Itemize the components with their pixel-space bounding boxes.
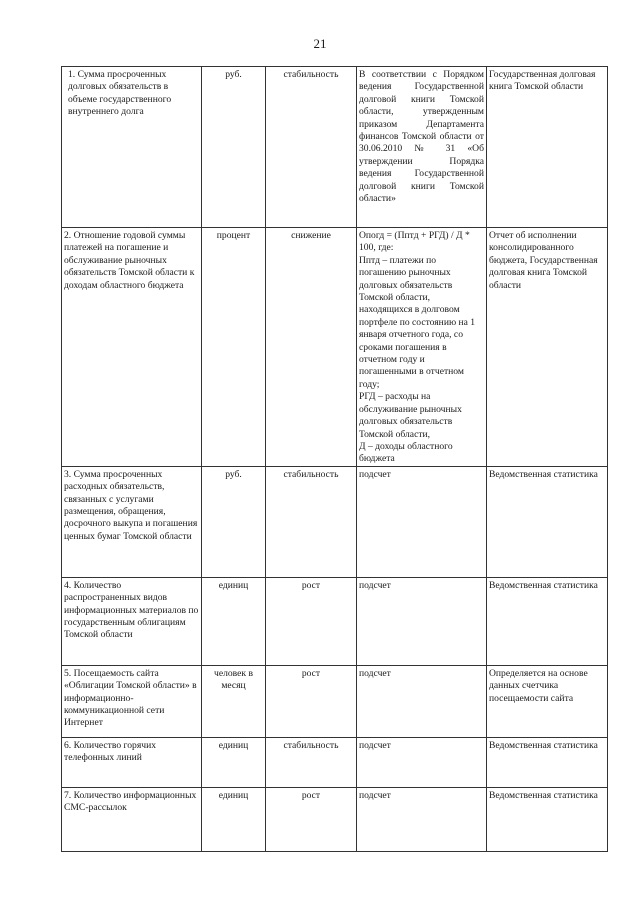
method-cell: подсчет xyxy=(357,577,487,665)
unit-cell: единиц xyxy=(202,577,266,665)
trend-cell: снижение xyxy=(266,228,357,467)
unit-cell: руб. xyxy=(202,67,266,228)
indicator-cell: 3. Сумма просроченных расходных обязательств, связанных с услугами размещения, обращения, досрочного выкупа и погашения ценных бумаг Томской области xyxy=(62,466,202,577)
source-cell: Ведомственная статистика xyxy=(487,466,608,577)
trend-cell: стабильность xyxy=(266,67,357,228)
unit-cell: единиц xyxy=(202,737,266,787)
trend-cell: рост xyxy=(266,577,357,665)
table-row xyxy=(62,665,608,737)
source-cell: Ведомственная статистика xyxy=(487,577,608,665)
source-cell: Определяется на основе данных счетчика посещаемости сайта xyxy=(487,665,608,737)
page-number: 21 xyxy=(313,36,327,51)
source-cell: Отчет об исполнении консолидированного бюджета, Государственная долговая книга Томской области xyxy=(487,228,608,467)
source-cell: Государственная долговая книга Томской области xyxy=(487,67,608,228)
method-cell: подсчет xyxy=(357,787,487,851)
table-row xyxy=(62,228,608,467)
source-cell: Ведомственная статистика xyxy=(487,737,608,787)
indicator-cell: 1. Сумма просроченных долговых обязательств в объеме государственного внутреннего долга xyxy=(62,67,202,228)
indicator-cell: 4. Количество распространенных видов информационных материалов по государственным облигациям Томской области xyxy=(62,577,202,665)
unit-cell: руб. xyxy=(202,466,266,577)
method-cell: Опогд = (Пптд + РГД) / Д * 100, где: Пптд – платежи по погашению рыночных долговых обязательств Томской области, находящихся в долговом портфеле по состоянию на 1 января отчетного года, со сроками погашения в отчетном году и погашенными в отчетном году; РГД – расходы на обслуживание рыночных долговых обязательств Томской области, Д – доходы областного бюджета xyxy=(357,228,487,467)
indicator-cell: 5. Посещаемость сайта «Облигации Томской области» в информационно-коммуникационной сети Интернет xyxy=(62,665,202,737)
method-cell: подсчет xyxy=(357,665,487,737)
trend-cell: рост xyxy=(266,665,357,737)
table-row xyxy=(62,466,608,577)
indicator-cell: 7. Количество информационных СМС-рассылок xyxy=(62,787,202,851)
table-row xyxy=(62,67,608,228)
method-cell: В соответствии с Порядком ведения Государственной долговой книги Томской области, утвержденным приказом Департамента финансов Томской области от 30.06.2010 № 31 «Об утверждении Порядка ведения Государственной долговой книги Томской области» xyxy=(357,67,487,228)
indicator-cell: 6. Количество горячих телефонных линий xyxy=(62,737,202,787)
indicators-table xyxy=(61,66,608,852)
trend-cell: стабильность xyxy=(266,466,357,577)
trend-cell: стабильность xyxy=(266,737,357,787)
source-cell: Ведомственная статистика xyxy=(487,787,608,851)
table-row xyxy=(62,577,608,665)
table-row xyxy=(62,737,608,787)
method-cell: подсчет xyxy=(357,466,487,577)
unit-cell: процент xyxy=(202,228,266,467)
unit-cell: единиц xyxy=(202,787,266,851)
table-row xyxy=(62,787,608,851)
unit-cell: человек в месяц xyxy=(202,665,266,737)
indicator-cell: 2. Отношение годовой суммы платежей на погашение и обслуживание рыночных обязательств Томской области к доходам областного бюджета xyxy=(62,228,202,467)
trend-cell: рост xyxy=(266,787,357,851)
method-cell: подсчет xyxy=(357,737,487,787)
